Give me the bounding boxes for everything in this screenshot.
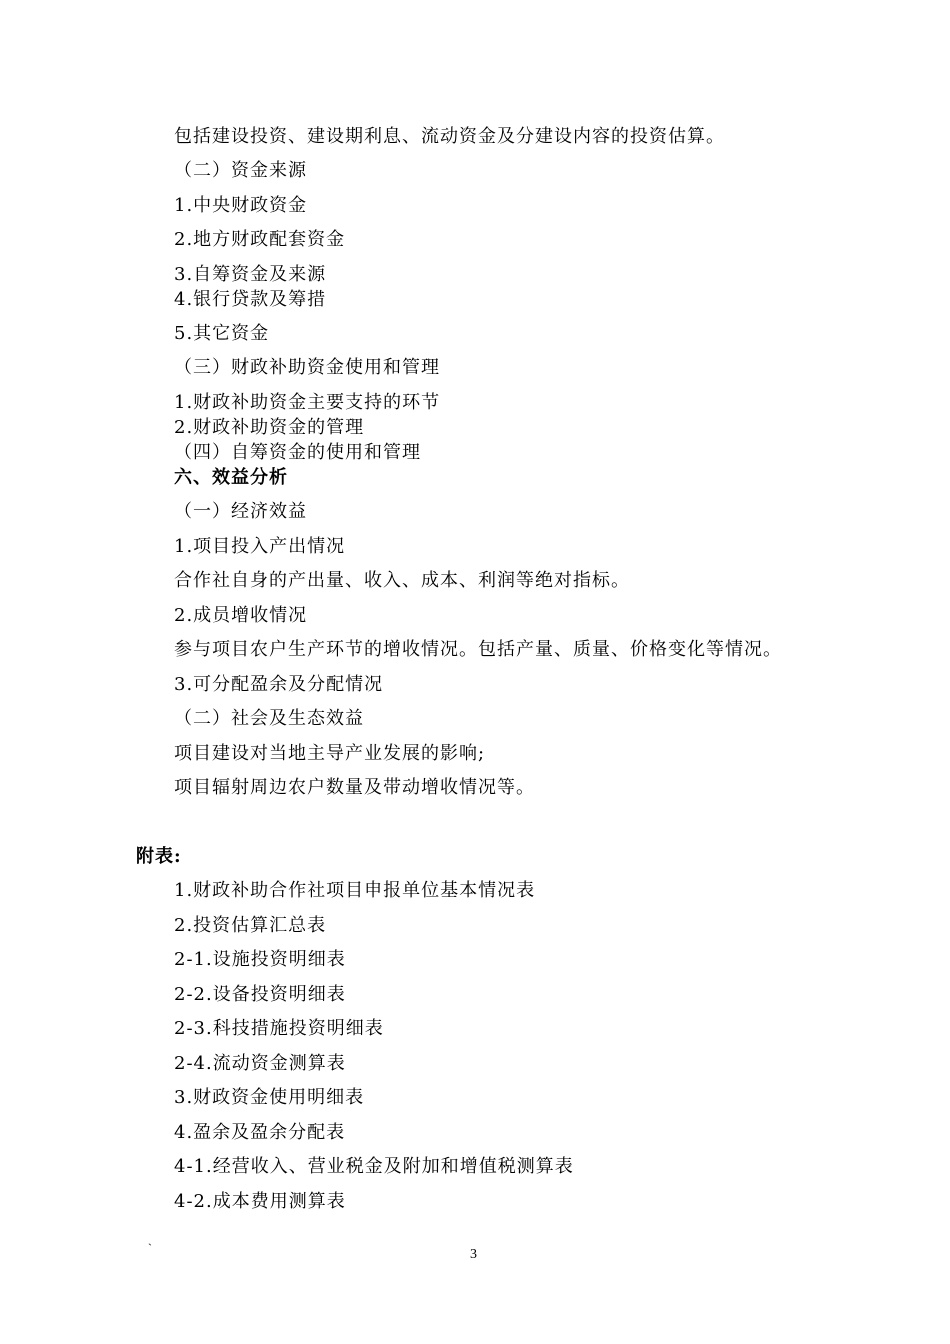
footer-mark: ` [148, 1241, 152, 1255]
chapter-heading: 六、效益分析 [174, 467, 288, 488]
appendix-item: 2-2.设备投资明细表 [174, 984, 346, 1005]
list-item: 1.财政补助资金主要支持的环节 [174, 392, 441, 413]
section-heading: （四）自筹资金的使用和管理 [174, 442, 421, 463]
list-item: 2.成员增收情况 [174, 605, 308, 626]
appendix-item: 1.财政补助合作社项目申报单位基本情况表 [174, 880, 536, 901]
page-number: 3 [470, 1247, 477, 1262]
appendix-item: 2-1.设施投资明细表 [174, 949, 346, 970]
appendix-item: 2-4.流动资金测算表 [174, 1053, 346, 1074]
list-item: 3.可分配盈余及分配情况 [174, 674, 384, 695]
body-text: 合作社自身的产出量、收入、成本、利润等绝对指标。 [174, 570, 630, 591]
body-text: 参与项目农户生产环节的增收情况。包括产量、质量、价格变化等情况。 [174, 639, 782, 660]
section-heading: （二）社会及生态效益 [174, 708, 364, 729]
list-item: 2.地方财政配套资金 [174, 229, 346, 250]
appendix-item: 4-1.经营收入、营业税金及附加和增值税测算表 [174, 1156, 574, 1177]
appendix-heading: 附表: [136, 846, 182, 867]
appendix-item: 2-3.科技措施投资明细表 [174, 1018, 384, 1039]
body-text: 项目辐射周边农户数量及带动增收情况等。 [174, 777, 535, 798]
section-heading: （三）财政补助资金使用和管理 [174, 357, 440, 378]
section-heading: （二）资金来源 [174, 160, 307, 181]
list-item: 4.银行贷款及筹措 [174, 289, 327, 310]
body-text: 项目建设对当地主导产业发展的影响; [174, 743, 486, 764]
list-item: 3.自筹资金及来源 [174, 264, 327, 285]
list-item: 2.财政补助资金的管理 [174, 417, 365, 438]
appendix-item: 4-2.成本费用测算表 [174, 1191, 346, 1212]
appendix-item: 3.财政资金使用明细表 [174, 1087, 365, 1108]
section-heading: （一）经济效益 [174, 501, 307, 522]
list-item: 1.项目投入产出情况 [174, 536, 346, 557]
body-text: 包括建设投资、建设期利息、流动资金及分建设内容的投资估算。 [174, 126, 725, 147]
appendix-item: 2.投资估算汇总表 [174, 915, 327, 936]
list-item: 1.中央财政资金 [174, 195, 308, 216]
appendix-item: 4.盈余及盈余分配表 [174, 1122, 346, 1143]
list-item: 5.其它资金 [174, 323, 270, 344]
